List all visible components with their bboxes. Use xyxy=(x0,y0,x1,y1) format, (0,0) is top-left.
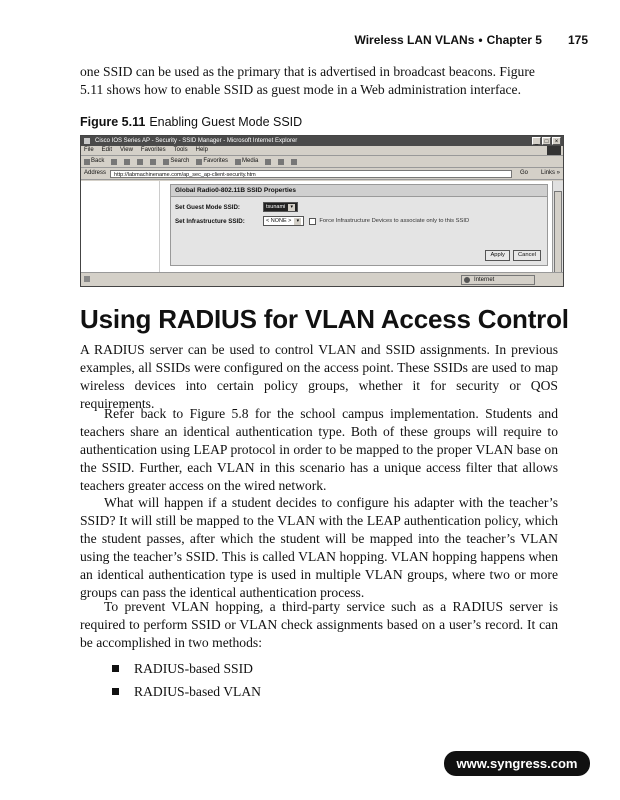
list-item-text: RADIUS-based SSID xyxy=(134,661,253,676)
maximize-icon[interactable]: □ xyxy=(542,137,551,145)
chapter-label: Chapter 5 xyxy=(486,33,542,47)
address-input[interactable]: http://labmachinename.com/ap_sec_ap-client-security.htm xyxy=(110,170,512,178)
mail-icon xyxy=(278,159,284,165)
apply-button[interactable]: Apply xyxy=(485,250,510,261)
infrastructure-select[interactable] xyxy=(263,216,304,226)
history-icon xyxy=(265,159,271,165)
media-button[interactable] xyxy=(235,156,258,167)
favorites-button[interactable] xyxy=(196,156,228,167)
body-paragraph: Refer back to Figure 5.8 for the school campus implementation. Students and teachers share an identical authentication type. Both of these groups will require to authentication using LEAP protocol in order to be mapped to the proper VLAN base on the SSID. Further, each VLAN in this scenario has a unique access filter that allows teachers greater access on the wired network. xyxy=(80,406,558,493)
body-paragraph: What will happen if a student decides to configure his adapter with the teacher’s SSID? It will still be mapped to the VLAN with the LEAP authentication policy, which the student passes, after which the student will be mapped into the teacher’s VLAN using the teacher’s SSID. This is called VLAN hopping. VLAN hopping happens when an identical authentication type is used in multiple VLAN groups, where two or more groups can pass the identical authentication process. xyxy=(80,495,558,600)
menu-view[interactable]: View xyxy=(120,147,133,153)
list-item-text: RADIUS-based VLAN xyxy=(134,684,261,699)
menu-file[interactable]: File xyxy=(84,147,94,153)
chevron-down-icon: ▾ xyxy=(294,218,301,225)
figure-caption xyxy=(80,115,302,129)
force-infrastructure-label: Force Infrastructure Devices to associate only to this SSID xyxy=(319,218,470,224)
forward-button[interactable] xyxy=(111,159,117,165)
window-controls xyxy=(532,137,561,145)
back-button[interactable] xyxy=(84,156,104,167)
address-label: Address xyxy=(84,170,107,176)
browser-toolbar xyxy=(81,156,563,168)
browser-title-bar xyxy=(81,136,563,146)
browser-app-icon xyxy=(84,138,90,144)
panel-buttons xyxy=(485,250,541,261)
security-zone xyxy=(461,275,535,285)
panel-title: Global Radio0-802.11B SSID Properties xyxy=(171,185,547,197)
figure-title: Enabling Guest Mode SSID xyxy=(149,115,303,129)
links-button[interactable]: Links » xyxy=(540,170,560,176)
forward-arrow-icon xyxy=(111,159,117,165)
guest-mode-label: Set Guest Mode SSID: xyxy=(175,203,240,211)
stop-button[interactable] xyxy=(124,159,130,165)
force-infrastructure-checkbox[interactable] xyxy=(309,218,316,225)
header-separator: • xyxy=(478,33,483,47)
page-status-icon xyxy=(84,276,90,282)
minimize-icon[interactable]: _ xyxy=(532,137,541,145)
list-item xyxy=(112,680,261,703)
section-heading: Using RADIUS for VLAN Access Control xyxy=(80,304,569,334)
intro-paragraph: one SSID can be used as the primary that is advertised in broadcast beacons. Figure 5.11 shows how to enable SSID as guest mode in a Web administration interface. xyxy=(80,64,535,97)
chevron-down-icon: ▾ xyxy=(288,204,295,211)
browser-title: Cisco IOS Series AP - Security - SSID Manager - Microsoft Internet Explorer xyxy=(95,138,298,144)
list-item xyxy=(112,657,261,680)
page-number: 175 xyxy=(567,33,588,47)
media-icon xyxy=(235,159,241,165)
status-bar xyxy=(81,272,563,286)
menu-favorites[interactable]: Favorites xyxy=(140,147,166,153)
infrastructure-label: Set Infrastructure SSID: xyxy=(175,217,245,225)
infrastructure-value: < NONE > xyxy=(266,218,292,224)
close-icon[interactable]: × xyxy=(552,137,561,145)
vertical-scrollbar[interactable] xyxy=(552,181,563,272)
go-button[interactable]: Go xyxy=(520,170,529,176)
home-button[interactable] xyxy=(150,159,156,165)
infrastructure-row xyxy=(175,216,469,226)
running-header xyxy=(354,33,588,47)
nav-frame xyxy=(81,181,160,272)
menu-tools[interactable]: Tools xyxy=(173,147,188,153)
body-paragraph: A RADIUS server can be used to control VLAN and SSID assignments. In previous examples, all SSIDs were configured on the access point. These SSIDs are used to map wireless devices into certain policy groups, whether it for security or QOS requirements. xyxy=(80,342,558,411)
globe-icon xyxy=(464,277,470,283)
zone-label: Internet xyxy=(474,277,495,283)
favorites-icon xyxy=(196,159,202,165)
guest-mode-row xyxy=(175,202,298,212)
figure-number: Figure 5.11 xyxy=(80,115,146,129)
refresh-icon xyxy=(137,159,143,165)
print-button[interactable] xyxy=(291,159,297,165)
favorites-label: Favorites xyxy=(203,158,229,164)
figure-screenshot xyxy=(80,135,564,287)
browser-menu-bar xyxy=(81,146,563,156)
search-button[interactable] xyxy=(163,156,189,167)
footer-url-badge: www.syngress.com xyxy=(444,751,590,776)
cancel-button[interactable]: Cancel xyxy=(513,250,541,261)
guest-mode-select[interactable] xyxy=(263,202,298,212)
ie-logo-icon xyxy=(547,146,561,155)
back-label: Back xyxy=(91,158,105,164)
address-bar xyxy=(81,168,563,180)
running-title: Wireless LAN VLANs xyxy=(354,33,475,47)
search-label: Search xyxy=(170,158,190,164)
menu-edit[interactable]: Edit xyxy=(101,147,113,153)
back-arrow-icon xyxy=(84,159,90,165)
method-list xyxy=(112,657,261,703)
bullet-square-icon xyxy=(112,665,119,672)
browser-content xyxy=(81,181,553,272)
refresh-button[interactable] xyxy=(137,159,143,165)
guest-mode-value: tsunami xyxy=(266,204,286,210)
mail-button[interactable] xyxy=(278,159,284,165)
print-icon xyxy=(291,159,297,165)
home-icon xyxy=(150,159,156,165)
search-icon xyxy=(163,159,169,165)
body-paragraph: To prevent VLAN hopping, a third-party service such as a RADIUS server is required to perform SSID or VLAN check assignments based on a user’s record. It can be accomplished in two methods: xyxy=(80,599,558,650)
menu-help[interactable]: Help xyxy=(195,147,208,153)
history-button[interactable] xyxy=(265,159,271,165)
bullet-square-icon xyxy=(112,688,119,695)
stop-icon xyxy=(124,159,130,165)
media-label: Media xyxy=(242,158,259,164)
ssid-properties-panel xyxy=(170,184,548,266)
